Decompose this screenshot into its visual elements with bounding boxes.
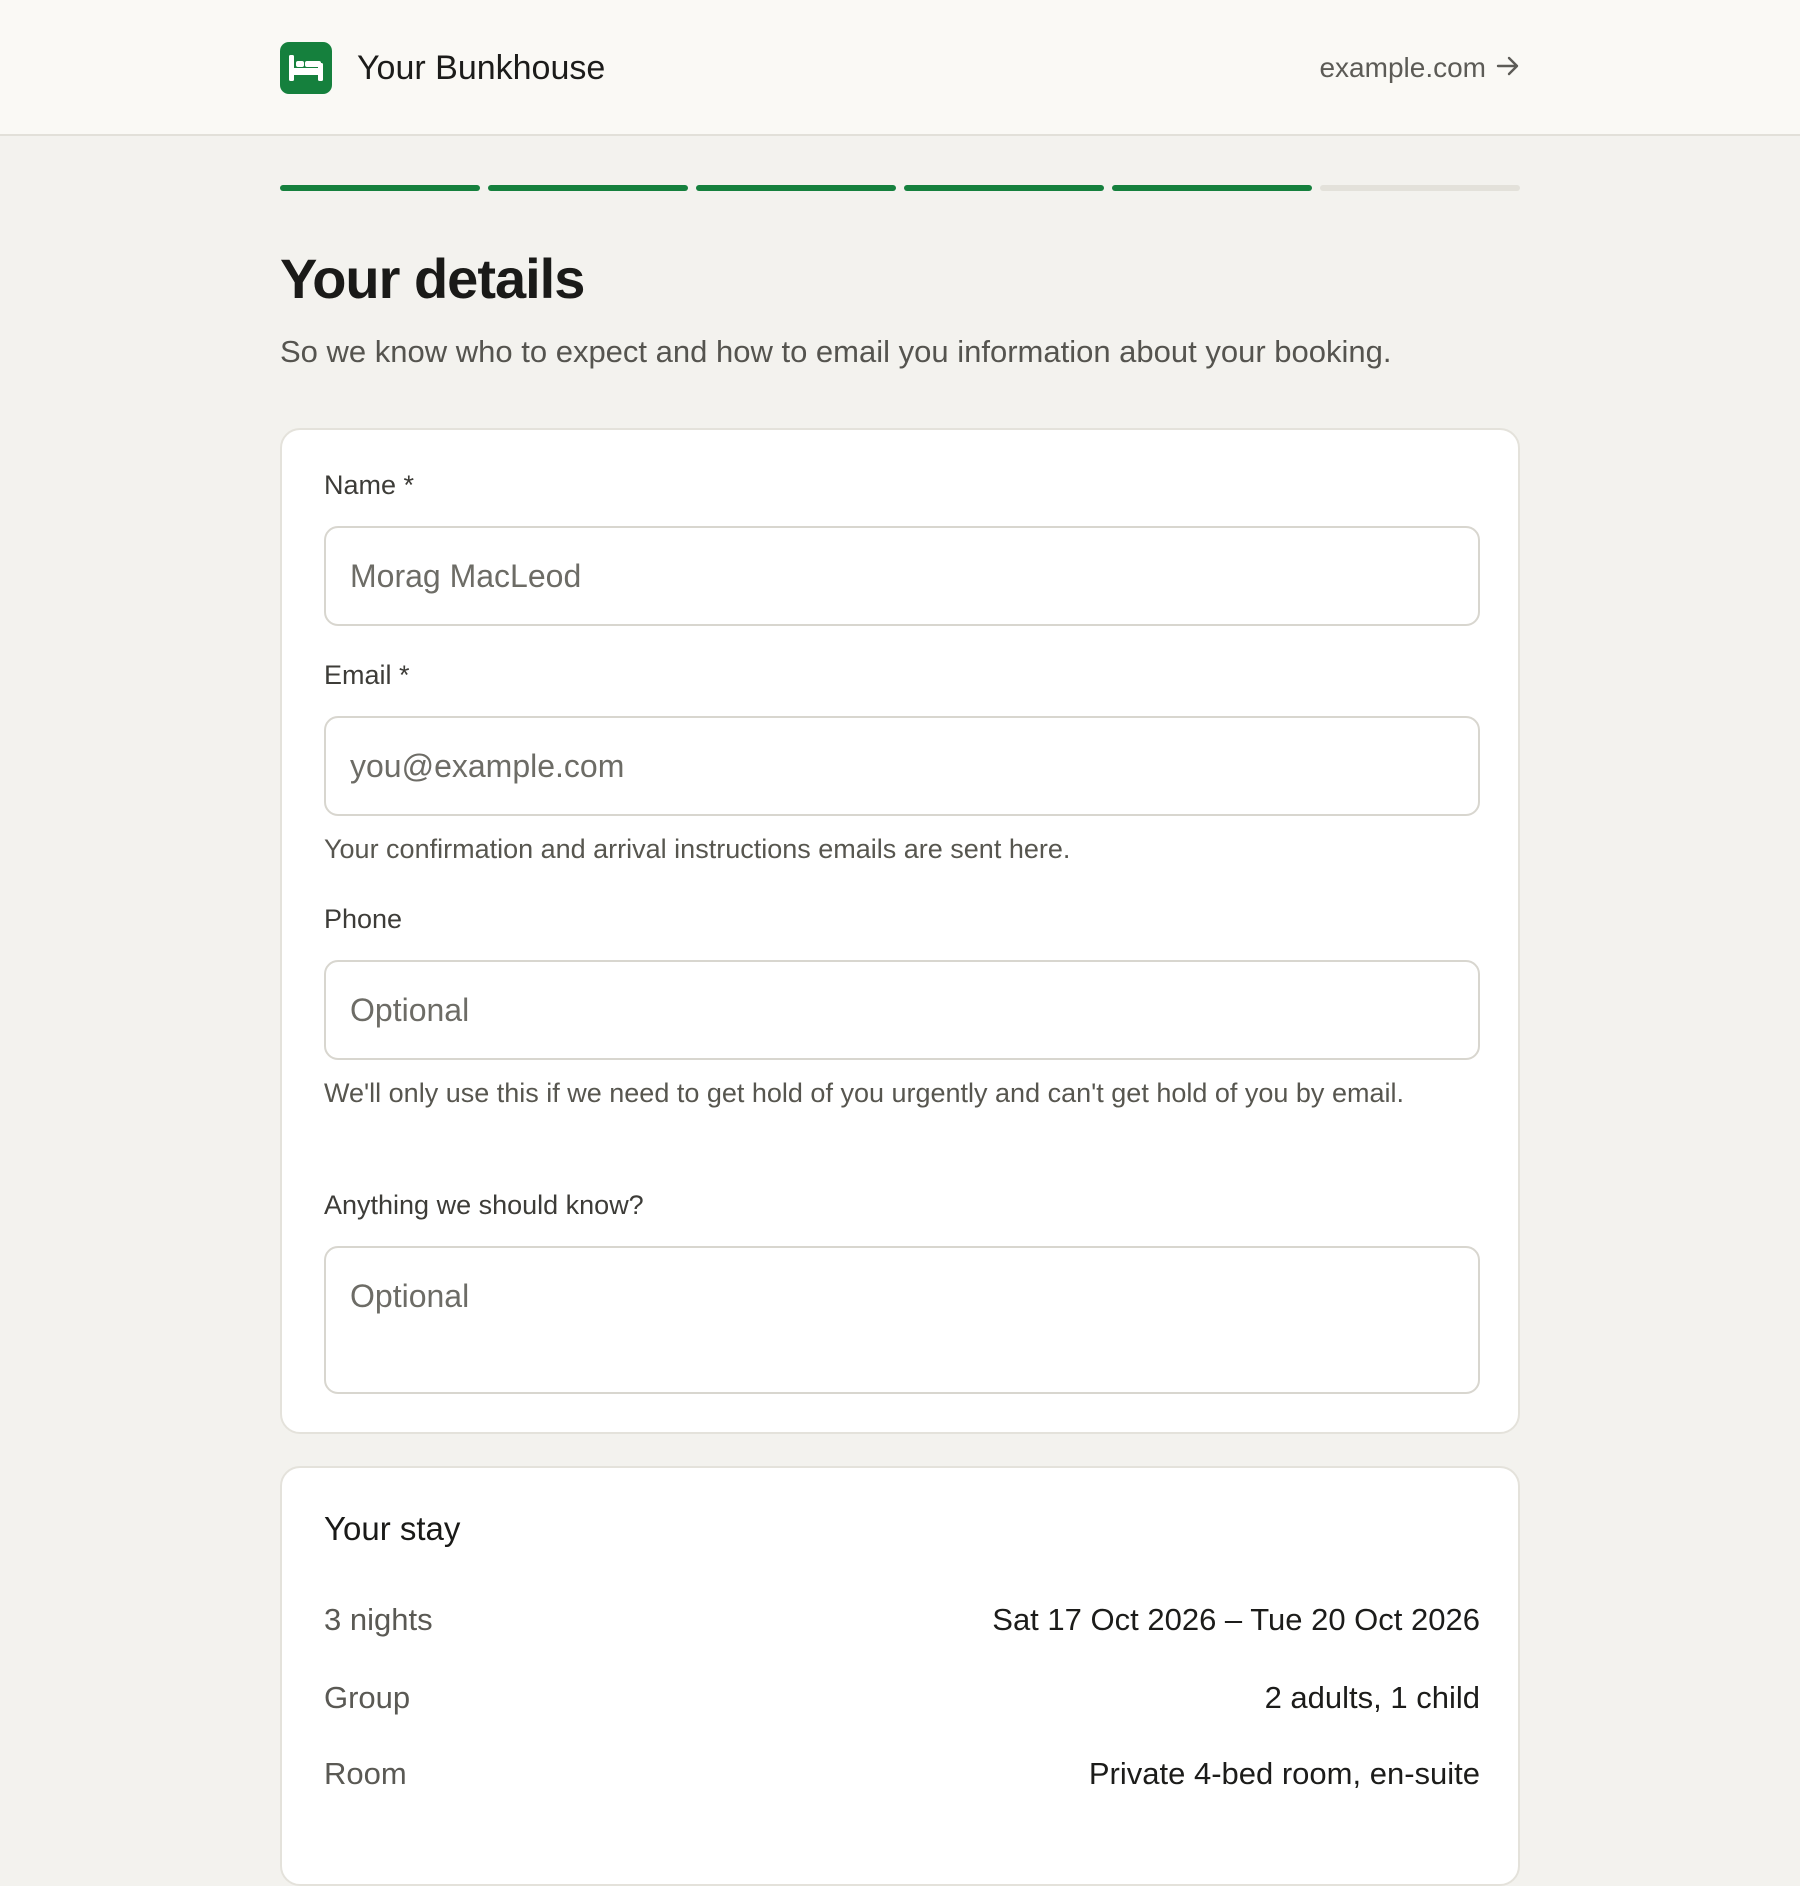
stay-row-room [324, 1756, 1480, 1792]
email-label: Email * [324, 660, 410, 690]
email-help: Your confirmation and arrival instructions emails are sent here. [324, 834, 1071, 864]
phone-help: We'll only use this if we need to get hold of you urgently and can't get hold of you by email. [324, 1078, 1404, 1108]
brand-name: Your Bunkhouse [357, 48, 606, 87]
name-label: Name * [324, 470, 415, 500]
site-header [0, 0, 1800, 136]
progress-step-4 [904, 185, 1104, 191]
brand[interactable] [280, 42, 605, 94]
stay-row-value: Private 4-bed room, en-suite [1088, 1756, 1480, 1791]
stay-row-group [324, 1680, 1480, 1716]
arrow-right-icon [1496, 52, 1520, 84]
stay-row-label: 3 nights [324, 1602, 433, 1637]
stay-row-value: 2 adults, 1 child [1264, 1680, 1480, 1715]
stay-title: Your stay [324, 1510, 461, 1547]
progress-steps [280, 185, 1520, 191]
stay-row-nights [324, 1602, 1480, 1638]
notes-textarea[interactable] [324, 1246, 1480, 1394]
email-input[interactable] [324, 716, 1480, 816]
phone-label: Phone [324, 904, 403, 934]
phone-input[interactable] [324, 960, 1480, 1060]
name-input[interactable] [324, 526, 1480, 626]
progress-step-1 [280, 185, 480, 191]
site-link[interactable] [1319, 52, 1520, 84]
stay-summary-card [280, 1466, 1520, 1886]
stay-row-label: Room [324, 1756, 407, 1791]
site-link-label: example.com [1319, 52, 1486, 83]
stay-row-value: Sat 17 Oct 2026 – Tue 20 Oct 2026 [992, 1602, 1480, 1637]
details-form-card [280, 428, 1520, 1434]
progress-step-2 [488, 185, 688, 191]
progress-step-3 [696, 185, 896, 191]
stay-row-label: Group [324, 1680, 411, 1715]
progress-step-6 [1320, 185, 1520, 191]
progress-step-5 [1112, 185, 1312, 191]
bed-icon [280, 42, 332, 94]
page-title: Your details [280, 247, 585, 310]
notes-label: Anything we should know? [324, 1190, 644, 1220]
page-subtitle: So we know who to expect and how to email you information about your booking. [280, 334, 1392, 369]
header-inner [280, 0, 1520, 136]
